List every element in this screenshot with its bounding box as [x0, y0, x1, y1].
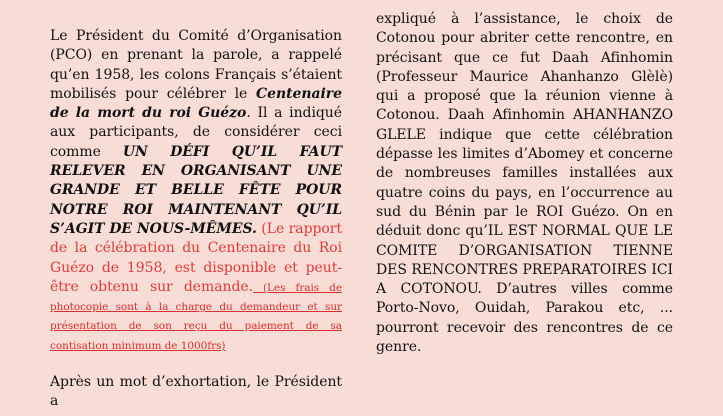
frais-note: (Les frais de photocopie sont à la charge du demandeur et sur présentation de son reçu du paiement de sa contisation minimum de 1000frs): [50, 281, 342, 352]
right-column: [376, 10, 673, 357]
centenaire-emphasis: Centenaire de la mort du roi Guézo: [50, 85, 342, 122]
intro-paragraph: [50, 27, 342, 355]
rapport-note: (Le rapport de la célébration du Centenaire du Roi Guézo de 1958, est disponible et peut-être obtenu sur demande.: [50, 220, 342, 295]
indication-text: . Il a indiqué aux participants, de considérer ceci comme: [50, 105, 342, 160]
left-column: [50, 27, 342, 412]
intro-text: Le Président du Comité d’Organisation (PCO) en prenant la parole, a rappelé qu’en 1958, les colons Français s’étaient mobilisés pour célébrer le: [50, 28, 342, 102]
exhortation-paragraph: Après un mot d’exhortation, le Président a: [50, 374, 342, 410]
defi-emphasis: UN DÉFI QU’IL FAUT RELEVER EN ORGANISANT UNE GRANDE ET BELLE FÊTE POUR NOTRE ROI MAINTENANT QU’IL S’AGIT DE NOUS-MÊMES.: [50, 143, 342, 237]
cotonou-paragraph: expliqué à l’assistance, le choix de Cotonou pour abriter cette rencontre, en précisant que ce fut Daah Afinhomin (Professeur Maurice Ahanhanzo Glèlè) qui a proposé que la réunion vienne à Cotonou. Daah Afinhomin AHANHANZO GLELE indique que cette célébration dépasse les limites d’Abomey et concerne de nombreuses familles installées aux quatre coins du pays, en l’occurrence au sud du Bénin par le ROI Guézo. On en déduit donc qu’IL EST NORMAL QUE LE COMITE D’ORGANISATION TIENNE DES RENCONTRES PREPARATOIRES ICI A COTONOU. D’autres villes comme Porto-Novo, Ouidah, Parakou etc, ... pourront recevoir des rencontres de ce genre.: [376, 11, 673, 356]
